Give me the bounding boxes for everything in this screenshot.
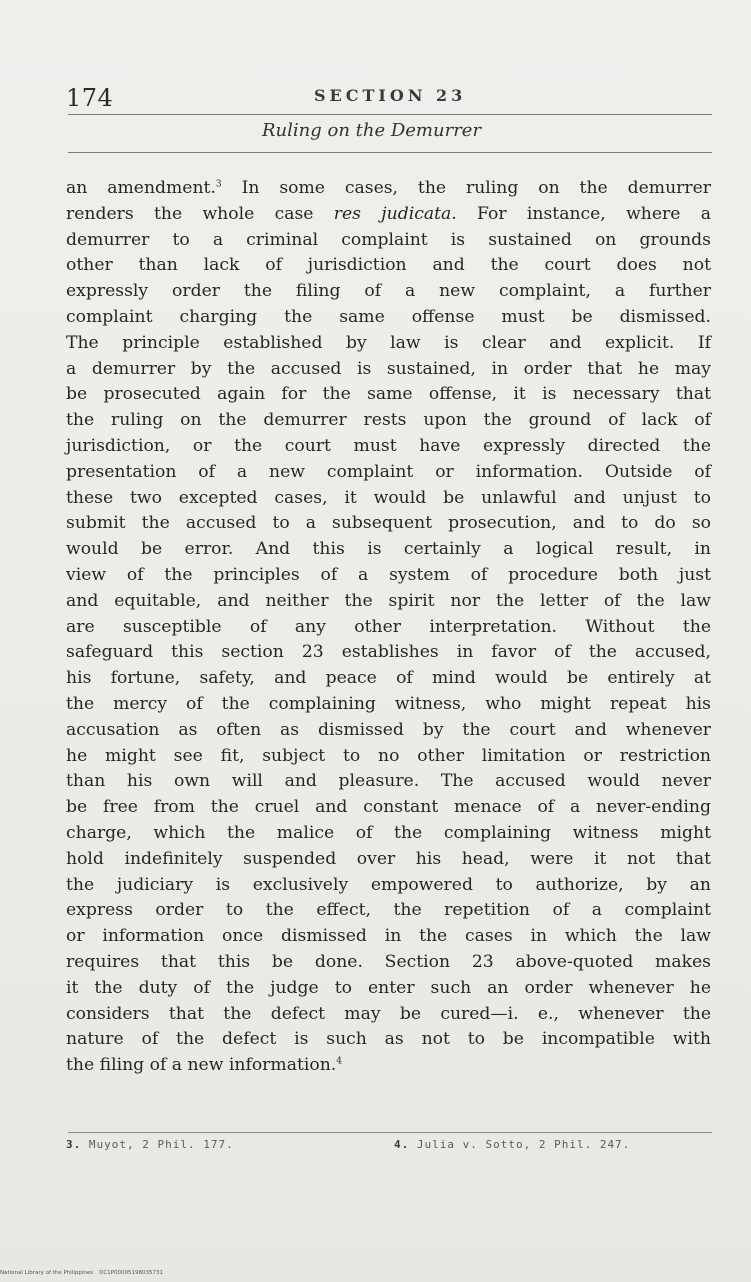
footnote-ref-3: 3: [215, 179, 222, 190]
body-line: hold indefinitely suspended over his head, were it not that: [66, 848, 711, 869]
library-name: National Library of the Philippines: [0, 1270, 94, 1276]
footnote-number: 3.: [66, 1138, 82, 1151]
body-line: The principle established by law is clear and explicit. If: [66, 332, 711, 353]
body-line: a demurrer by the accused is sustained, in order that he may: [66, 358, 711, 379]
body-line: other than lack of jurisdiction and the court does not: [66, 255, 711, 276]
body-line-2-pre: renders the whole case: [66, 203, 314, 224]
body-line: requires that this be done. Section 23 above-quoted makes: [66, 951, 711, 972]
footnote-3: [66, 1138, 234, 1151]
scan-credit: [0, 1270, 169, 1276]
footnote-text: Julia v. Sotto, 2 Phil. 247.: [416, 1138, 631, 1151]
body-line: charge, which the malice of the complaining witness might: [66, 822, 711, 843]
body-line: nature of the defect is such as not to be incompatible with: [66, 1029, 711, 1050]
body-paragraph: [66, 176, 711, 1079]
body-line: express order to the effect, the repetition of a complaint: [66, 900, 711, 921]
footnote-4: [394, 1138, 630, 1151]
body-line: it the duty of the judge to enter such an order whenever he: [66, 977, 711, 998]
body-line: jurisdiction, or the court must have expressly directed the: [66, 435, 711, 456]
body-line: would be error. And this is certainly a logical result, in: [66, 539, 711, 560]
body-line: presentation of a new complaint or information. Outside of: [66, 461, 711, 482]
body-line: complaint charging the same offense must be dismissed.: [66, 306, 711, 327]
body-line: or information once dismissed in the cases in which the law: [66, 926, 711, 947]
body-line: view of the principles of a system of procedure both just: [66, 564, 711, 585]
body-line-last: [66, 1053, 711, 1079]
footnote-ref-4: 4: [336, 1056, 342, 1067]
body-line: are susceptible of any other interpretation. Without the: [66, 616, 711, 637]
section-heading: SECTION 23: [314, 86, 467, 105]
body-line-1-start: an amendment.: [66, 178, 216, 198]
res-judicata-italic: res judicata: [333, 203, 452, 224]
body-line: and equitable, and neither the spirit nor the letter of the law: [66, 590, 711, 611]
body-line-1: [66, 176, 711, 202]
body-line: the judiciary is exclusively empowered to authorize, by an: [66, 874, 711, 895]
body-line: these two excepted cases, it would be unlawful and unjust to: [66, 487, 711, 508]
footnote-rule: [68, 1132, 712, 1133]
body-line-last-text: the filing of a new information.: [66, 1055, 337, 1076]
body-line-1-rest: In some cases, the ruling on the demurrer: [241, 178, 711, 198]
body-line: his fortune, safety, and peace of mind would be entirely at: [66, 668, 711, 689]
running-subtitle: Ruling on the Demurrer: [262, 120, 482, 141]
body-line: considers that the defect may be cured—i. e., whenever the: [66, 1003, 711, 1024]
footnote-text: Muyot, 2 Phil. 177.: [88, 1138, 234, 1151]
body-line: the mercy of the complaining witness, who might repeat his: [66, 693, 711, 714]
body-line: safeguard this section 23 establishes in favor of the accused,: [66, 642, 711, 663]
body-line: the ruling on the demurrer rests upon the ground of lack of: [66, 410, 711, 431]
body-line: be prosecuted again for the same offense, it is necessary that: [66, 384, 711, 405]
body-line: accusation as often as dismissed by the court and whenever: [66, 719, 711, 740]
body-line: than his own will and pleasure. The accused would never: [66, 771, 711, 792]
body-line-2-post: . For instance, where a: [451, 203, 712, 224]
body-line-2: [66, 202, 711, 228]
footnote-number: 4.: [394, 1138, 410, 1151]
header-rule: [68, 114, 712, 115]
body-line: be free from the cruel and constant menace of a never-ending: [66, 797, 711, 818]
body-line: submit the accused to a subsequent prosecution, and to do so: [66, 513, 711, 534]
body-line: he might see fit, subject to no other limitation or restriction: [66, 745, 711, 766]
subtitle-rule: [68, 152, 712, 153]
page-number: 174: [66, 84, 114, 112]
scan-id: DC1P00005198035731: [99, 1270, 163, 1276]
body-line: demurrer to a criminal complaint is sustained on grounds: [66, 229, 711, 250]
body-line: expressly order the filing of a new complaint, a further: [66, 281, 711, 302]
